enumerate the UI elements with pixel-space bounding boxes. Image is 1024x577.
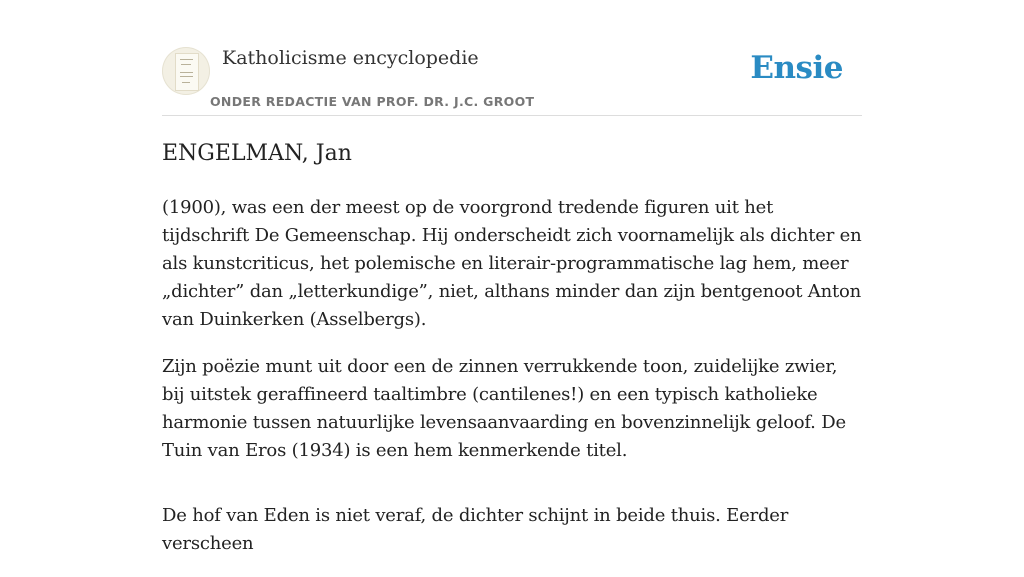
book-page <box>175 53 199 91</box>
cover-line <box>180 72 193 73</box>
cover-line <box>182 82 190 83</box>
cover-line <box>180 59 193 60</box>
cover-line <box>180 76 193 77</box>
ensie-logo-link[interactable]: Ensie <box>750 50 843 86</box>
article-paragraph: De hof van Eden is niet veraf, de dichter schijnt in beide thuis. Eerder verscheen <box>162 505 789 554</box>
cover-line <box>181 64 191 65</box>
site-subtitle: ONDER REDACTIE VAN PROF. DR. J.C. GROOT <box>210 94 535 109</box>
site-title[interactable]: Katholicisme encyclopedie <box>222 47 479 69</box>
article-content <box>162 138 864 577</box>
article-paragraph: Zijn poëzie munt uit door een de zinnen verrukkende toon, zuidelijke zwier, bij uitstek geraffineerd taaltimbre (cantilenes!) en een typisch katholieke harmonie tussen natuurlijke levensaanvaarding en bovenzinnelijk geloof. De Tuin van Eros (1934) is een hem kenmerkende titel. <box>162 356 846 461</box>
book-cover-icon[interactable] <box>162 47 210 95</box>
site-header <box>162 44 862 116</box>
entry-title: ENGELMAN, Jan <box>162 141 352 166</box>
article-paragraph: (1900), was een der meest op de voorgrond tredende figuren uit het tijdschrift De Gemeenschap. Hij onderscheidt zich voornamelijk als dichter en als kunstcriticus, het polemische en literair-programmatische lag hem, meer „dichter” dan „letterkundige”, niet, althans minder dan zijn bentgenoot Anton van Duinkerken (Asselbergs). <box>162 197 862 330</box>
